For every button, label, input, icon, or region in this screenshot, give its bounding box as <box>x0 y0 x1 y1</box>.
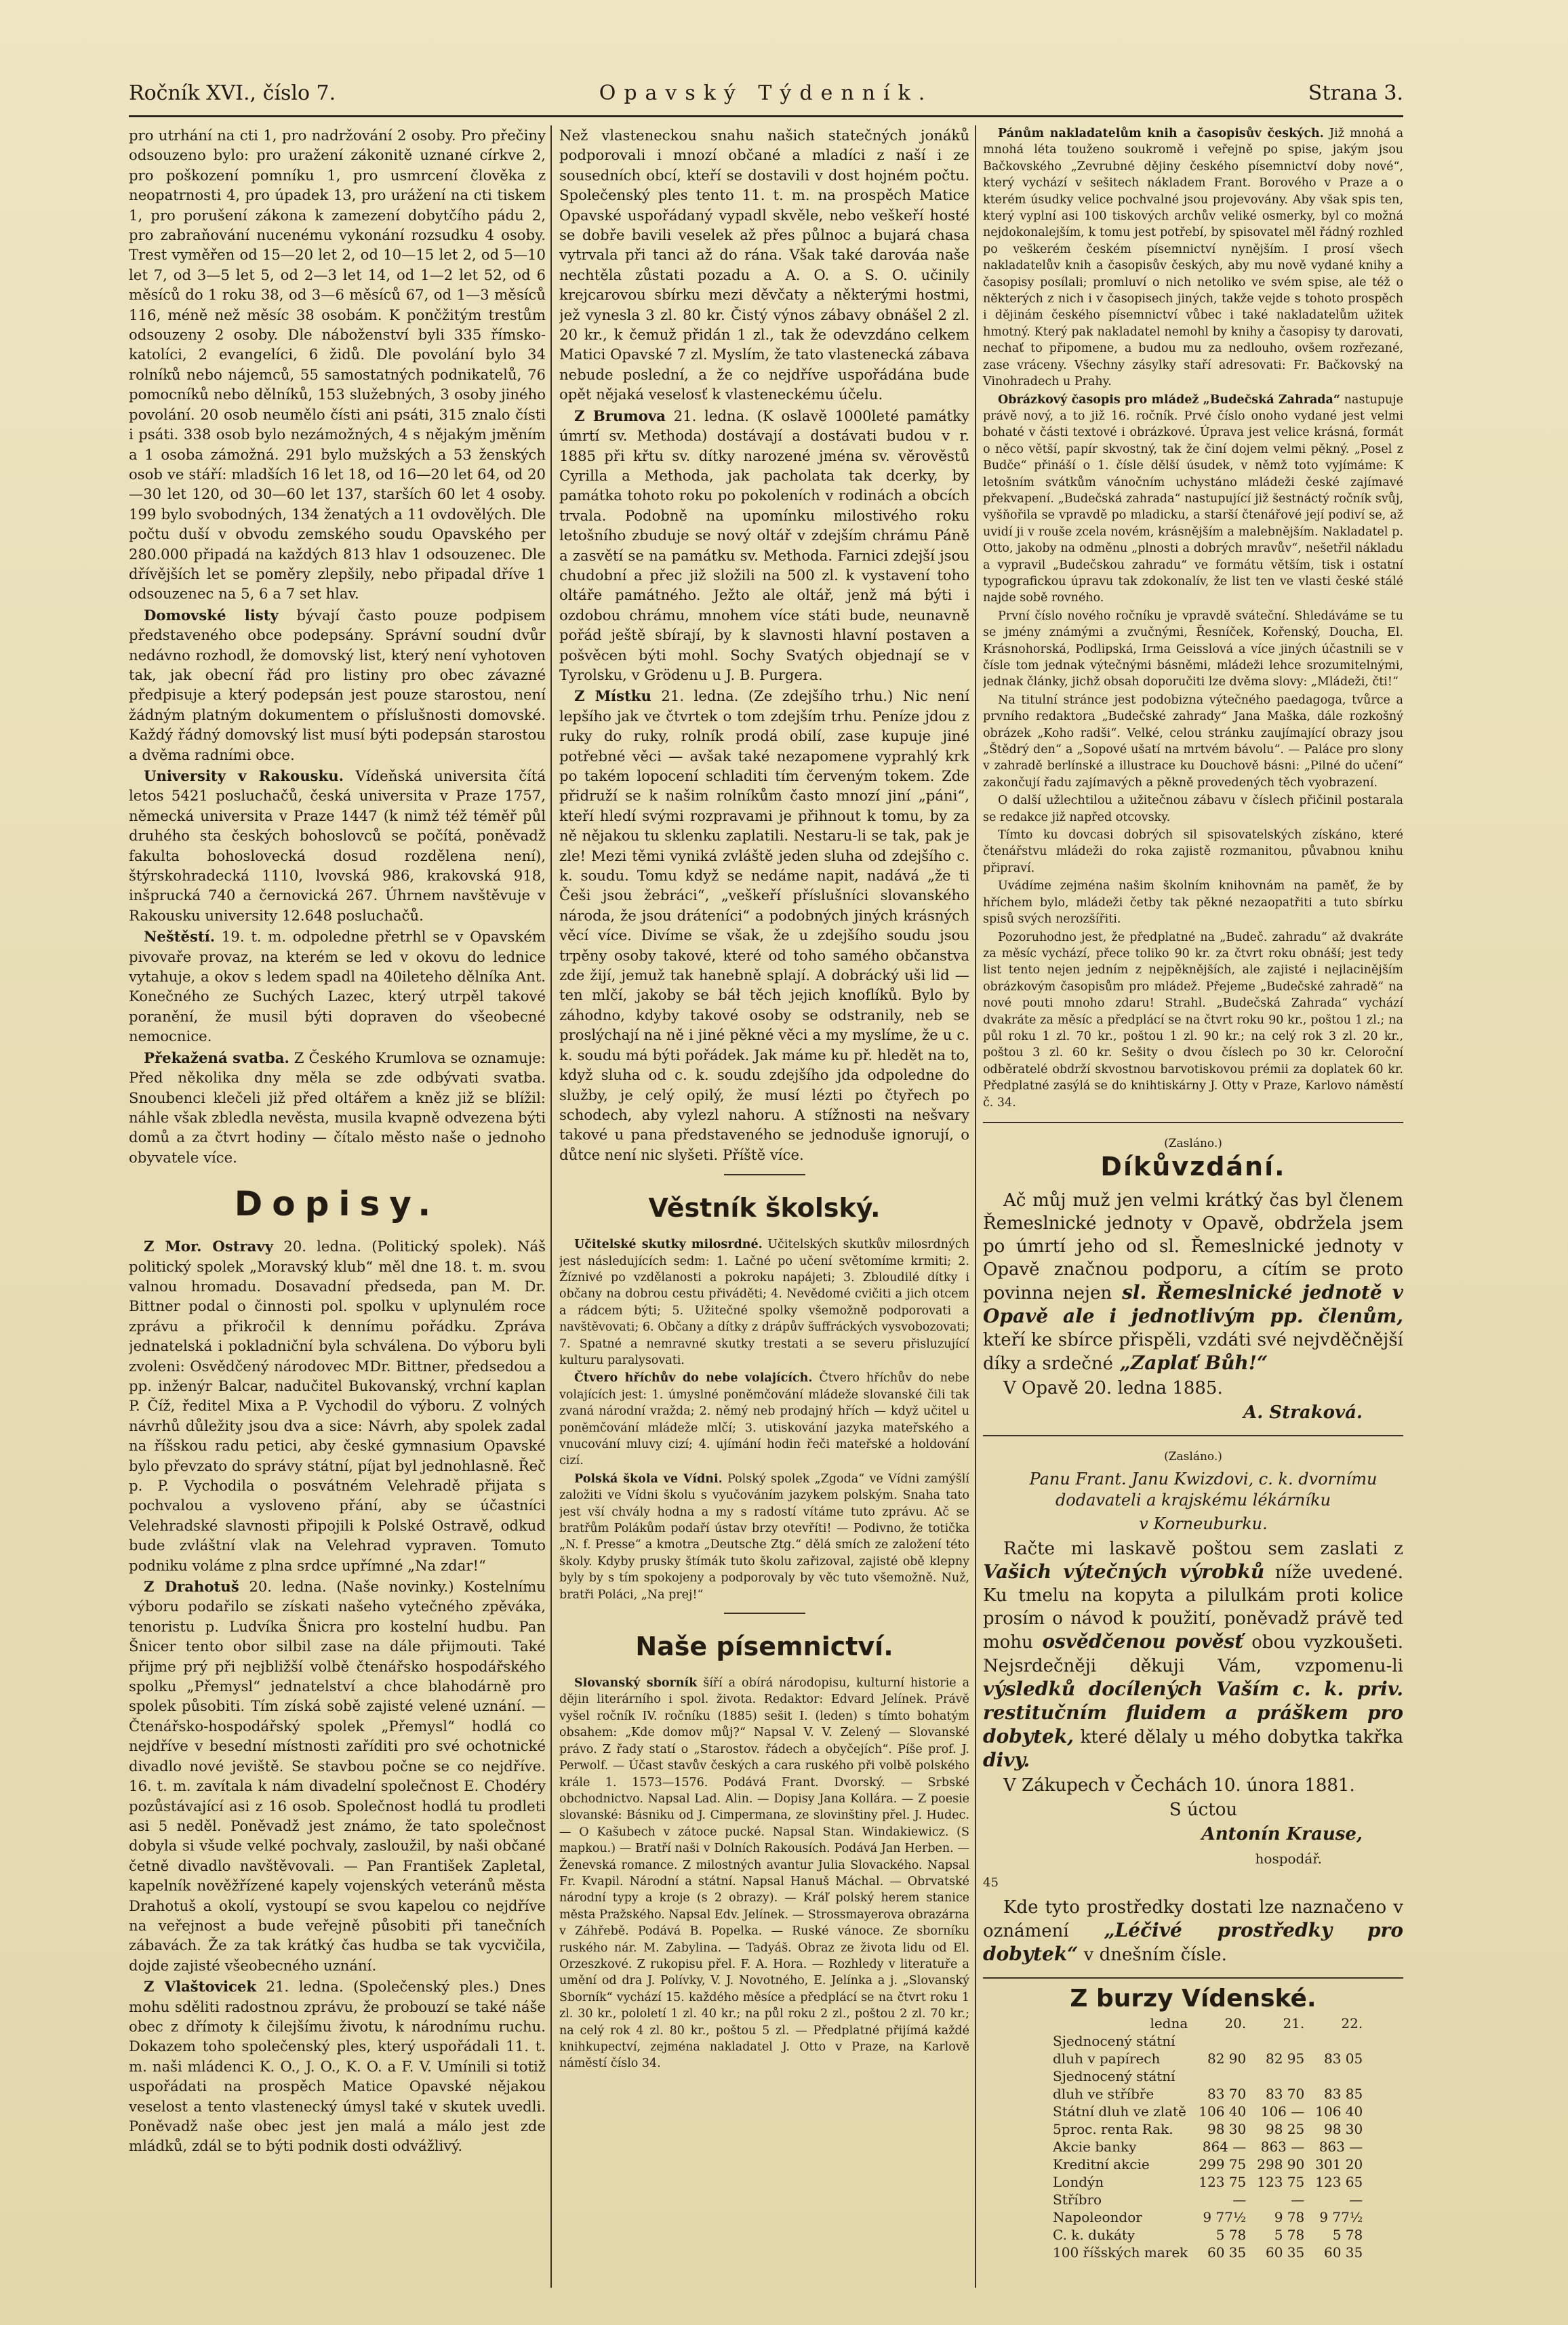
article-heading: University v Rakousku. <box>144 767 344 784</box>
advert-dikuvzdani <box>983 1189 1403 1424</box>
advert-emphasis: divy. <box>983 1749 1030 1772</box>
table-row-label: Napoleondor <box>1053 2208 1142 2225</box>
table-cell <box>1310 2067 1368 2085</box>
article-text: Vídeňská universita čítá letos 5421 posluchačů, česká universita v Praze 1757, německá universita v Praze 1447 (k nimž též téměř půl druhého sta českých bohoslovců se počítá, poněvadž fakulta bohoslovecká dosud rozdělena není), štýrskohradecká 1110, lvovská 986, krakovská 918, inšprucká 740 a černovická 267. Úhrnem navštěvuje v Rakousku university 12.648 posluchačů. <box>129 767 546 924</box>
table-cell: 98 25 <box>1265 2120 1305 2137</box>
table-header-cell: 22. <box>1341 2015 1363 2031</box>
table-cell: 83 70 <box>1265 2085 1305 2102</box>
table-cell: 123 75 <box>1199 2173 1247 2190</box>
stock-exchange-table <box>1047 2015 1368 2261</box>
table-cell: 83 05 <box>1323 2050 1363 2067</box>
table-cell: 98 30 <box>1323 2120 1363 2137</box>
article-paragraph <box>559 1236 969 1369</box>
advert-text-part: níže uvedené. Ku tmelu na kopyta a pilulkám proti kolice prosím o návod k použití, poněvadž právě ted mohu <box>983 1562 1403 1653</box>
table-row-label: dluh v papírech <box>1053 2050 1161 2067</box>
table-row-label: dluh ve stříbře <box>1053 2085 1154 2102</box>
table-cell: 83 85 <box>1323 2085 1363 2102</box>
article-text: Čtvero hříchův do nebe volajících jest: 1. úmyslné poněmčování mládeže slovanské čili tak zvaná národní vražda; 2. němý neb prodajný hřích — když učitel u poněmčování mládeže mlčí; 3. utiskování jazyka mateřského a vnucování mluvy cizí; 4. ujímání hodin řeči mateřské a holdování cizí. <box>559 1371 969 1468</box>
article-text: Učitelských skutkův milosrdných jest následujících sedm: 1. Lačné po učení světomíme krmiti; 2. Žíznivé po vzdělanosti a pokroku napájeti; 3. Zbloudilé dítky i občany na dobrou cestu přiváděti; 4. Nevědomé cvičiti a jich otcem a rádcem býti; 5. Užitečné spolky všemožně podporovati a navštěvovati; 6. Občany a dítky z drápův šuffráckých vysvobozovati; 7. Spatné a nemravné skutky trestati a se severu přisluzující kulturu paralysovati. <box>559 1238 969 1367</box>
article-heading: Z Drahotuš <box>144 1578 239 1596</box>
table-cell: 106 40 <box>1199 2103 1247 2120</box>
advert-emphasis: „Léčivé prostředky pro dobytek“ <box>983 1919 1403 1966</box>
article-paragraph: pro utrhání na cti 1, pro nadržování 2 osoby. Pro přečiny odsouzeno bylo: pro uražení zákonitě uznané církve 2, pro poškození pomníku 1, pro usmrcení člověka z neopatrnosti 4, pro úpadek 13, pro urážení na cti tiskem 1, pro porušení zákona k zamezení dobytčího pádu 2, pro zabraňování nucenému vykonání rozsudku 4 osoby. Trest vyměřen od 15—20 let 2, od 10—15 let 2, od 5—10 let 7, od 3—5 let 5, od 2—3 let 14, od 1—2 let 52, od 6 měsíců do 1 roku 38, od 3—6 měsíců 67, od 1—3 měsíců 116, méně než měsíc 38 osobám. K pončžitým trestům odsouzeny 2 osoby. Dle náboženství byli 335 římsko-katolíci, 2 evangelíci, 6 židů. Dle povolání bylo 34 rolníků nebo nájemců, 55 samostatných podnikatelů, 76 pomocníků nebo dělníků, 153 služebných, 3 osoby jiného povolání. 20 osob neumělo čísti ani psáti, 315 znalo čísti i psáti. 338 osob bylo nezámožných, 4 s nějakým jměním a 1 osoba zámožná. 291 bylo mužských a 53 ženských osob ve stáří: mladších 16 let 18, od 16—20 let 64, od 20—30 let 120, od 30—60 let 137, starších 60 let 4 osoby. 199 bylo svobodných, 134 ženatých a 11 ovdovělých. Dle počtu duší v obvodu zemského soudu Opavského per 280.000 připadá na každých 813 hlav 1 odsouzenec. Dle dřívějších let se poměry zlepšily, nebo připadal dříve 1 odsouzenec na 5, 6 a 7 set hlav. <box>129 127 546 603</box>
advert-emphasis: sl. Řemeslnické jednotě v Opavě ale i jednotlivým pp. členům, <box>983 1280 1403 1327</box>
table-header-row <box>1047 2015 1368 2032</box>
article-heading: Domovské listy <box>144 606 279 624</box>
article-paragraph <box>983 392 1403 607</box>
table-header-cell: 21. <box>1283 2015 1305 2031</box>
table-cell: 60 35 <box>1323 2244 1363 2261</box>
column-1 <box>129 125 546 2288</box>
table-cell: 9 77½ <box>1203 2208 1247 2225</box>
table-cell: 863 — <box>1260 2138 1305 2155</box>
advert-closing: S úctou <box>1169 1800 1238 1821</box>
section-border <box>983 1977 1403 1979</box>
table-row <box>1047 2103 1368 2120</box>
table-row-label: Akcie banky <box>1053 2138 1137 2155</box>
table-cell: 83 70 <box>1207 2085 1247 2102</box>
article-heading: Překažená svatba. <box>144 1049 289 1066</box>
table-cell: 299 75 <box>1199 2156 1247 2172</box>
table-row-label: 100 říšských marek <box>1053 2244 1188 2261</box>
table-row-label: Kreditní akcie <box>1053 2156 1150 2172</box>
table-row <box>1047 2208 1368 2226</box>
table-cell: 82 95 <box>1265 2050 1305 2067</box>
article-paragraph <box>129 1048 546 1167</box>
advert-text <box>983 1537 1403 1773</box>
table-header-cell: 20. <box>1224 2015 1247 2031</box>
table-cell <box>1251 2067 1310 2085</box>
advert-date: V Opavě 20. ledna 1885. <box>1003 1377 1223 1398</box>
article-paragraph <box>129 766 546 925</box>
table-row-label: Stříbro <box>1053 2191 1102 2208</box>
article-paragraph: Tímto ku dovcasi dobrých sil spisovatelských získáno, které čtenářstvu mládeži do roka zajistě rozmanitou, půvabnou knihu připraví. <box>983 828 1403 875</box>
article-text: 20. ledna. (Politický spolek). Náš politický spolek „Moravský klub“ měl dne 18. t. m. svou valnou hromadu. Dosavadní předseda, pan M. Dr. Bittner podal o činnosti pol. spolku v uplynulém roce zprávu a přikročil k dennímu pořádku. Zpráva jednatelská i pokladniční byla schválena. Do výboru byli zvoleni: Osvědčený národovec MDr. Bittner, předsedou a pp. inženýr Balcar, nadučitel Bukovanský, vrchní kaplan P. Číž, ředitel Mixa a P. Vychodil do výboru. Z volných návrhů důležity jsou dva a sice: Návrh, aby spolek zadal na říšskou radu petici, aby české gymnasium Opavské bylo převzato do správy státní, píjat byl jednohlasně. Řeč p. P. Vychodila o posvátném Velehradě přijata s pochvalou a vysloveno přání, aby se účastníci Velehradské slavnosti připojili k Polské Ostravě, odkud bude zvláštní vlak na Velehrad vypraven. Tomuto podniku voláme z plna srdce upřímné „Na zdar!“ <box>129 1238 546 1574</box>
table-cell: 9 77½ <box>1319 2208 1363 2225</box>
advert-emphasis: Vašich výtečných výrobků <box>983 1560 1265 1583</box>
masthead-rule <box>129 115 1403 117</box>
article-paragraph: O další užlechtilou a užitečnou zábavu v číslech přičinil postarala se redakce již napřed otcovsky. <box>983 794 1403 824</box>
article-paragraph <box>129 1236 546 1575</box>
advert-text-part: kteří ke sbírce přispěli, vzdáti své nejvděčnější díky a srdečné <box>983 1329 1403 1374</box>
advert-text-part: Ač můj muž jen velmi krátký čas byl členem Řemeslnické jednoty v Opavě, obdržela jsem po úmrtí jeho od sl. Řemeslnické jednoty v Opavě značnou podporu, a cítím se proto povinna nejen <box>983 1190 1403 1303</box>
table-row-label: 5proc. renta Rak. <box>1053 2120 1173 2137</box>
article-paragraph <box>559 1471 969 1603</box>
article-text: nastupuje právě nový, a to již 16. ročník. Prvé číslo onoho vydané jest velmi bohaté v části textové i obrázkové. Úprava jest velice krásná, formát o něco větší, papír skvostný, tak že činí dojem velmi pěkný. „Posel z Budče“ přináší o 1. čísle dělší úsudek, v němž toto vyjímáme: K letošním svátkům vánočním uchystáno mládeži české zajímavé překvapení. „Budečská zahrada“ nastupující již šestnáctý ročník svůj, vyšňořila se vpravdě po mladicku, a starší čtenářové její podiví se, až uvidí ji v rouše zcela novém, krásnějším a malebnějším. Nakladatel p. Otto, jakoby na odměnu „plnosti a dobrých mravův“, nešetřil nákladu a vypravil „Budečskou zahradu“ ve formátu větším, tisk i ostatní typografickou úpravu tak zdokonalív, že list ten ve vlasti české stálé najde sobě rovného. <box>983 392 1403 605</box>
table-row <box>1047 2032 1368 2050</box>
table-cell: 82 90 <box>1207 2050 1247 2067</box>
article-paragraph <box>129 1577 546 1975</box>
table-row-label: Londýn <box>1053 2173 1104 2190</box>
article-heading: Z Mor. Ostravy <box>144 1238 274 1255</box>
advert-date: V Zákupech v Čechách 10. února 1881. <box>1003 1775 1355 1796</box>
advert-title-dikuvzdani: Díkůvzdání. <box>1100 1152 1286 1182</box>
advert-text-part: které dělaly u mého dobytka takřka <box>1074 1727 1403 1748</box>
article-paragraph: Pozoruhodno jest, že předplatné na „Budeč. zahradu“ až dvakráte za měsíc vychází, přece toliko 90 kr. za čtvrt roku obnáší; jest tedy list tento nejen jedním z nejpěknějších, ale zajisté i nejlacinějším obrázkovým časopisům pro mládež. Přejeme „Budečské zahradě“ na nové pouti mnoho zdaru! Strahl. „Budečská Zahrada“ vychází dvakráte za měsíc a předplácí se na čtvrt roku 90 kr., poštou 1 zl.; na půl roku 1 zl. 70 kr., poštou 1 zl. 90 kr.; na celý rok 3 zl. 20 kr., poštou 3 zl. 60 kr. Sešity o dvou číslech po 30 kr. Celoroční odběratelé obdrží skvostnou barvotiskovou prémii za doplatek 60 kr. Předplatné zasýlá se do knihtiskárny J. Otty v Praze, Karlovo náměstí č. 34. <box>983 930 1403 1110</box>
advert-emphasis: výsledků docílených Vaším c. k. priv. restitučním fluidem a práškem pro dobytek, <box>983 1678 1403 1748</box>
article-paragraph <box>559 406 969 685</box>
table-cell: 5 78 <box>1332 2226 1363 2243</box>
article-paragraph <box>559 686 969 1165</box>
table-cell: 98 30 <box>1207 2120 1247 2137</box>
table-row <box>1047 2067 1368 2085</box>
newspaper-title: Opavský Týdenník. <box>599 81 933 105</box>
table-row <box>1047 2120 1368 2138</box>
article-text: 19. t. m. odpoledne přetrhl se v Opavském pivovaře provaz, na kterém se led v okovu do lednice vytahuje, a okov s ledem spadl na 40ileteho dělníka Ant. Konečného ze Suchých Lazec, který utrpěl takové poranění, že musil býti dopraven do všeobecné nemocnice. <box>129 928 546 1045</box>
column-2 <box>559 125 969 2288</box>
table-cell <box>1251 2032 1310 2050</box>
article-text: 21. ledna. (Společenský ples.) Dnes mohu sděliti radostnou zprávu, že probouzí se také náše obec z dřímoty k čilejšímu životu, k národnímu ruchu. Dokazem toho společenský ples, který uspořádali 11. t. m. naši mládenci K. O., J. O., K. O. a F. V. Umínili si totiž uspořádati na prospěch Matice Opavské nějakou veselost a tento vlastenecký úmysl také v skutek uvedli. Poněvadž naše obec jest jen malá a málo jest zde mládků, zdál se to býti podnik dosti odvážlivý. <box>129 1978 546 2155</box>
table-row-label: Sjednocený státní <box>1053 2032 1175 2049</box>
section-title-dopisy: Dopisy. <box>234 1184 441 1224</box>
table-cell <box>1310 2032 1368 2050</box>
table-row <box>1047 2138 1368 2156</box>
table-row <box>1047 2226 1368 2244</box>
article-text: Již mnohá a mnohá léta touženo soukromě i veřejně po spise, jakým jsou Bačkovského „Zevrubné dějiny českého písemnictví doby nové“, který vychází v sešitech nákladem Frant. Borového v Praze a o kterém úsudky velice pochvalné jsou projevovány. Aby však spis ten, který vyplní asi 100 tiskových archův veliké osmerky, byl co možná nejdokonalejším, k tomu jest potřebí, by spisovatel měl řádný rozhled po veškerém českém písemnictví nynějším. I prosí všech nakladatelův knih a časopisův českých, aby mu nově vydané knihy a časopisy posílali; promluví o nich netoliko ve svém spise, ale též o některých z nich i v časopisech jiných, takže vejde s tohoto prospěch i dějinám českého písemnictví vůbec i také nakladatelům užitek hmotný. Který pak nakladatel nemohl by knihy a časopisy ty darovati, nechať to připomene, a budou mu za nedlouho, ovšem rozřezané, zase vráceny. Všechny zásylky staří adresovati: Fr. Bačkovský na Vinohradech u Prahy. <box>983 127 1403 389</box>
advert-text-part: Račte mi laskavě poštou sem zaslati z <box>1003 1539 1403 1560</box>
column-divider <box>550 125 552 2288</box>
table-row <box>1047 2085 1368 2103</box>
advert-kwizda <box>983 1469 1403 1966</box>
article-text: Polský spolek „Zgoda“ ve Vídni zamýšlí založiti ve Vídni školu s vyučováním jazykem polským. Snaha tato jest vší chvály hodna a my s radostí vítáme tuto zprávu. Ač se bratřům Polákům podaří ústav brzy otevříti! — Podivno, že totička „N. f. Presse“ a kmotra „Deutsche Ztg.“ dělá smích ze založení této školy. Kdyby prusky štímák tuto školu zařizoval, zajisté obě klepny byly by s tím spokojeny a podporovaly by věc tuto všemožně. Nuž, bratři Poláci, „Na prej!“ <box>559 1472 969 1602</box>
article-paragraph <box>559 1675 969 2072</box>
advert-text-part: Kde tyto prostředky dostati lze naznačeno v oznámení <box>983 1897 1403 1942</box>
article-heading: Slovanský sborník <box>574 1676 698 1691</box>
advert-signature: Antonín Krause, <box>1201 1824 1363 1845</box>
advert-text <box>983 1896 1403 1966</box>
section-divider <box>724 1174 805 1175</box>
table-cell: 5 78 <box>1274 2226 1305 2243</box>
table-cell: 863 — <box>1319 2138 1363 2155</box>
table-cell: 298 90 <box>1257 2156 1305 2172</box>
article-text: 21. ledna. (K oslavě 1000leté památky úmrtí sv. Methoda) dostávají a dostávati budou v r. 1885 při křtu sv. dítky narozené jména sv. věrověstů Cyrilla a Methoda, jak pacholata tak dcerky, by památka tohoto roku po pokoleních v rodinách a obcích trvala. Podobně na upomínku milostivého roku letošního zbuduje se nový oltář v zdejším chrámu Páně a zasvětí se na památku sv. Methoda. Farnici zdejší jsou chudobní a přec již složili na 500 zl. k vystavení toho oltáře památného. Ježto ale oltář, jenž má býti i ozdobou chrámu, mnohem více státi bude, neunavně pořád ještě sbírají, by k slavnosti hlavní postaven a pošvěcen býti mohl. Sochy Svatých objednají se v Tyrolsku, v Grödenu u J. B. Purgera. <box>559 407 969 683</box>
advert-border <box>983 1435 1403 1436</box>
issue-number: Ročník XVI., číslo 7. <box>129 81 336 105</box>
section-title-vestnik: Věstník školský. <box>648 1193 881 1224</box>
advert-signer-role: hospodář. <box>1255 1851 1322 1867</box>
table-cell <box>1193 2067 1251 2085</box>
table-cell: 301 20 <box>1315 2156 1363 2172</box>
article-paragraph: Než vlasteneckou snahu našich statečných jonáků podporovali i mnozí občané a mladíci z naší i ze sousedních obcí, kteří se dostavili v dost hojném počtu. Společenský ples tento 11. t. m. na prospěch Matice Opavské uspořádaný vypadl skvěle, nebo veškeří hosté se dobře bavili veselek až přes půlnoc a bujará chasa vytrvala při tanci až do rána. Však také darováa naše nechtěla zůstati pozadu a A. O. a S. O. učinily krejcarovou sbírku mezi děvčaty a některými hostmi, jež vynesla 3 zl. 80 kr. Čistý výnos zábavy obnášel 2 zl. 20 kr., k čemuž přidán 1 zl., tak že odevzdáno celkem Matici Opavské 7 zl. Myslím, že tato vlastenecká zábava nebude poslední, a že co nejdříve uspořádána bude opět nějaká veselosť k vlasteneckému účelu. <box>559 127 969 403</box>
article-heading: Pánům nakladatelům knih a časopisův českých. <box>998 127 1324 140</box>
article-heading: Obrázkový časopis pro mládež „Budečská Zahrada“ <box>998 392 1340 407</box>
stock-exchange-title: Z burzy Vídenské. <box>1070 1985 1316 2013</box>
article-text: Z Českého Krumlova se oznamuje: Před několika dny měla se zde odbývati svatba. Snoubenci klečeli již před oltářem a kněz již se blížil: náhle však zbledla nevěsta, musila kvapně odvezena býti domů a za čtvrt hodiny — čítalo město naše o jednoho obyvatele více. <box>129 1049 546 1166</box>
table-cell: 9 78 <box>1274 2208 1305 2225</box>
advert-signature: A. Straková. <box>1243 1402 1363 1423</box>
article-text: 21. ledna. (Ze zdejšího trhu.) Nic není lepšího jak ve čtvrtek o tom zdejším trhu. Peníze jdou z ruky do ruky, rolník prodá obilí, zase kupuje jiné potřebné věci — avšak také nezapomene vyprahlý krk po takém lopocení schladiti tím červeným tokem. Zde přidruží se k našim rolníkům často mnozí jiní „páni“, kteří hledí svými rozpravami je přihnout k tomu, by za ně nějakou tu sklenku zaplatili. Nestaru-li se tak, pak je zle! Mezi těmi vyniká zvláště jeden sluha od zdejšího c. k. soudu. Tomu když se nedáme napit, nadává „že ti Češi jsou žebráci“, „veškeří příslušníci slovanského národa, že jsou dráteníci“ a podobných jiných krásných věcí více. Divíme se však, že u zdejšího soudu jsou trpěny osoby takové, které od toho samého občanstva zde žijí, jemuž tak hanebně splají. A dobrácký uši lid — ten mlčí, jakoby se báł těch jejich knoflíků. Bylo by záhodno, kdyby takové osoby se odstranily, neb se proslýchají na ně i jiné pěkné věci a my myslíme, že u c. k. soudu má býti pořádek. Jak máme ku př. hledět na to, když sluha od c. k. soudu zdejšího jda odpoledne do služby, je celý opilý, že musí lézti po čtyřech po schodech, aby vylezl nahoru. A stížnosti na nešvary takové u pana představeného se jednoduše ignorují, o důtce není nic slyšeti. Příště více. <box>559 687 969 1163</box>
article-text: 20. ledna. (Naše novinky.) Kostelnímu výboru podařilo se získati našeho vytečného zpěváka, tenoristu p. Ludvíka Šnicra pro kostelní hudbu. Pan Šnicer tento obor silbil zase na dále přijmouti. Také přijme prý při nejbližší volbě čtenářsko hospodářského spolku „Přemysl“ jednatelství a chce blahodárně pro spolek působiti. Tím získá sobě zajisté velené uznání. — Čtenářsko-hospodářský spolek „Přemysl“ hodlá co nejdříve v besední místnosti zaříditi pro své ochotnické divadlo nové jeviště. Se stavbou počne se co nejdříve. 16. t. m. zavítala k nám divadelní společnost E. Chodéry pozůstávající asi z 16 osob. Společnost hodlá tu prodleti asi 5 neděl. Poněvadž jest známo, že tato společnost dobyla si všude velké pochvaly, zasloužil, by naši občané četně divadlo navštěvovali. — Pan František Zapletal, kapelník nověžřízené kapely vojenských veteránů města Drahotuš a okolí, vystoupí se svou kapelou co nejdříve na veřejnost a bude veřejně působiti při tanečních zábavách. Že za tak krátký čas hudba se tak vycvičila, dojde zajisté všeobecného uznání. <box>129 1578 546 1974</box>
table-row <box>1047 2173 1368 2191</box>
column-3 <box>983 125 1403 2288</box>
article-text: bývají často pouze podpisem představeného obce podepsány. Správní soudní dvůr nedávno rozhodl, že domovský list, který není vyhotoven tak, jak obecní řád pro listiny pro obec závazné předpisuje a který podepsán jest pouze starostou, není žádným platným dokumentem o příslušnosti domovské. Každý řádný domovský list musí býti podepsán starostou a dvěma radními obce. <box>129 606 546 763</box>
advert-addressee-place: v Korneuburku. <box>1139 1514 1268 1534</box>
table-row-label: C. k. dukáty <box>1053 2226 1135 2243</box>
advert-text-part: obou vyzkoušeti. Nejsrdečněji děkuji Vám, vzpomenu-li <box>983 1632 1403 1677</box>
table-row-label: Sjednocený státní <box>1053 2067 1175 2084</box>
zaslano-label: (Zasláno.) <box>1164 1136 1222 1150</box>
table-cell: 5 78 <box>1215 2226 1247 2243</box>
article-paragraph: Na titulní stránce jest podobizna výtečného paedagoga, tvůrce a prvního redaktora „Budečské zahrady“ Jana Maška, dále rozkošný obrázek „Koho radši“. Velké, celou stránku zaujímající obrazy jsou „Štědrý den“ a „Sopové ušatí na mrtvém bávolu“. — Paláce pro slony v zahradě berlínské a illustrace ku Douchově básni: „Pilné do učení“ zakončují řadu zajímavých a pěkně provedených těch vyobrazení. <box>983 693 1403 790</box>
table-cell: 60 35 <box>1207 2244 1247 2261</box>
table-cell: — <box>1291 2191 1305 2208</box>
table-row <box>1047 2244 1368 2261</box>
advert-addressee: Panu Frant. Janu Kwizdovi, c. k. dvornímu dodavateli a krajskému lékárníku <box>1029 1470 1378 1510</box>
table-cell: — <box>1232 2191 1247 2208</box>
table-cell: — <box>1349 2191 1363 2208</box>
table-header-cell: ledna <box>1150 2015 1188 2031</box>
table-row <box>1047 2050 1368 2067</box>
article-heading: Neštěstí. <box>144 928 216 946</box>
article-paragraph <box>129 927 546 1046</box>
table-cell: 123 65 <box>1315 2173 1363 2190</box>
page-number: Strana 3. <box>1308 81 1403 105</box>
table-cell: 60 35 <box>1265 2244 1305 2261</box>
article-paragraph <box>559 1370 969 1469</box>
section-divider <box>724 1613 805 1614</box>
article-paragraph <box>129 605 546 765</box>
article-heading: Učitelské skutky milosrdné. <box>574 1238 763 1252</box>
advert-emphasis: osvědčenou pověsť <box>1032 1630 1244 1653</box>
advert-text <box>983 1189 1403 1375</box>
advert-border <box>983 1122 1403 1123</box>
article-paragraph <box>983 125 1403 390</box>
article-heading: Z Brumova <box>574 407 666 424</box>
advert-text-part: v dnešním čísle. <box>1078 1945 1227 1966</box>
section-title-pisemnictvi: Naše písemnictví. <box>635 1632 893 1662</box>
table-row <box>1047 2156 1368 2173</box>
table-cell: 106 40 <box>1315 2103 1363 2120</box>
article-heading: Polská škola ve Vídni. <box>574 1472 723 1486</box>
table-cell: 123 75 <box>1257 2173 1305 2190</box>
advert-emphasis: „Zaplať Bůh!“ <box>1112 1351 1268 1374</box>
article-heading: Čtvero hříchův do nebe volajících. <box>574 1371 813 1386</box>
article-paragraph: Uvádíme zejména našim školním knihovnám na paměť, že by hříchem bylo, mládeži četby tak pěkné nezaopatřiti a tuto sbírku spisů svých nerozšířiti. <box>983 879 1403 927</box>
article-heading: Z Vlaštovicek <box>144 1978 257 1996</box>
advert-number: 45 <box>983 1876 999 1891</box>
masthead <box>129 73 1403 114</box>
article-paragraph <box>129 1977 546 2156</box>
table-cell: 106 — <box>1260 2103 1305 2120</box>
table-row <box>1047 2191 1368 2208</box>
article-paragraph: První číslo nového ročníku je vpravdě sváteční. Shledáváme se tu se jmény známými a zvučnými, Řesníček, Kořenský, Doucha, El. Krásnohorská, Podlipská, Irma Geisslová a více jiných účastnili se v čísle tom jednak výtečnými básněmi, mládeži lehce srozumitelnými, jednak články, jichž obsah doporučiti lze dvěma slovy: „Mládeži, čti!“ <box>983 609 1403 689</box>
column-divider <box>975 125 976 2288</box>
article-heading: Z Místku <box>574 687 651 705</box>
table-cell <box>1193 2032 1251 2050</box>
zaslano-label: (Zasláno.) <box>1164 1449 1222 1463</box>
table-row-label: Státní dluh ve zlatě <box>1053 2103 1186 2120</box>
article-text: šíří a obírá národopisu, kulturní historie a dějin literárního i spol. života. Redaktor: Edvard Jelínek. Právě vyšel ročník IV. ročníku (1885) sešit I. (leden) s tímto bohatým obsahem: „Kde domov můj?“ Napsal V. V. Zelený — Slovanské právo. Z řady statí o „Starostov. řádech a obyčejích“. Píše prof. J. Perwolf. — Účast stavův českých a cara ruského při volbě polského krále 1. 1573—1576. Podává Frant. Dvorský. — Srbské obchodnictvo. Napsal Lad. Alin. — Dopisy Jana Kollára. — Z poesie slovanské: Básniku od J. Cimpermana, ze slovinštiny přel. J. Hudec. — O Kašubech v zátoce pucké. Napsal Stan. Windakiewicz. (S mapkou.) — Bratří naši v Dolních Rakousích. Podává Jan Herben. — Ženevská romance. Z milostných avantur Julia Slovackého. Napsal Fr. Kvapil. Národní a státní. Napsal Hanuš Máchal. — Obrvatské národní typy a kroje (s 2 obrazy). — Kráľ polský herem stanice města Pražského. Napsal Edv. Jelínek. — Strossmayerova obrazárna v Záhřebě. Podává B. Popelka. — Ruské vánoce. Ze sborníku ruského nár. M. Zabylina. — Tadyáš. Obraz ze života lidu od El. Orzeszkové. Z rukopisu přel. F. A. Hora. — Rozhledy v literatuře a umění od dra J. Polívky, V. J. Novotného, E. Jelínka a j. „Slovanský Sborník“ vychází 15. každého měsíce a předplácí se na čtvrt roku 1 zl. 30 kr., pololetí 1 zl. 40 kr.; na půl roku 2 zl., poštou 2 zl. 70 kr.; na celý rok 4 zl. 80 kr., poštou 5 zl. — Předplatné přijímá každé knihkupectví, zejména nakladatel J. Otto v Praze, na Karlově náměstí číslo 34. <box>559 1676 969 2071</box>
table-cell: 864 — <box>1202 2138 1247 2155</box>
